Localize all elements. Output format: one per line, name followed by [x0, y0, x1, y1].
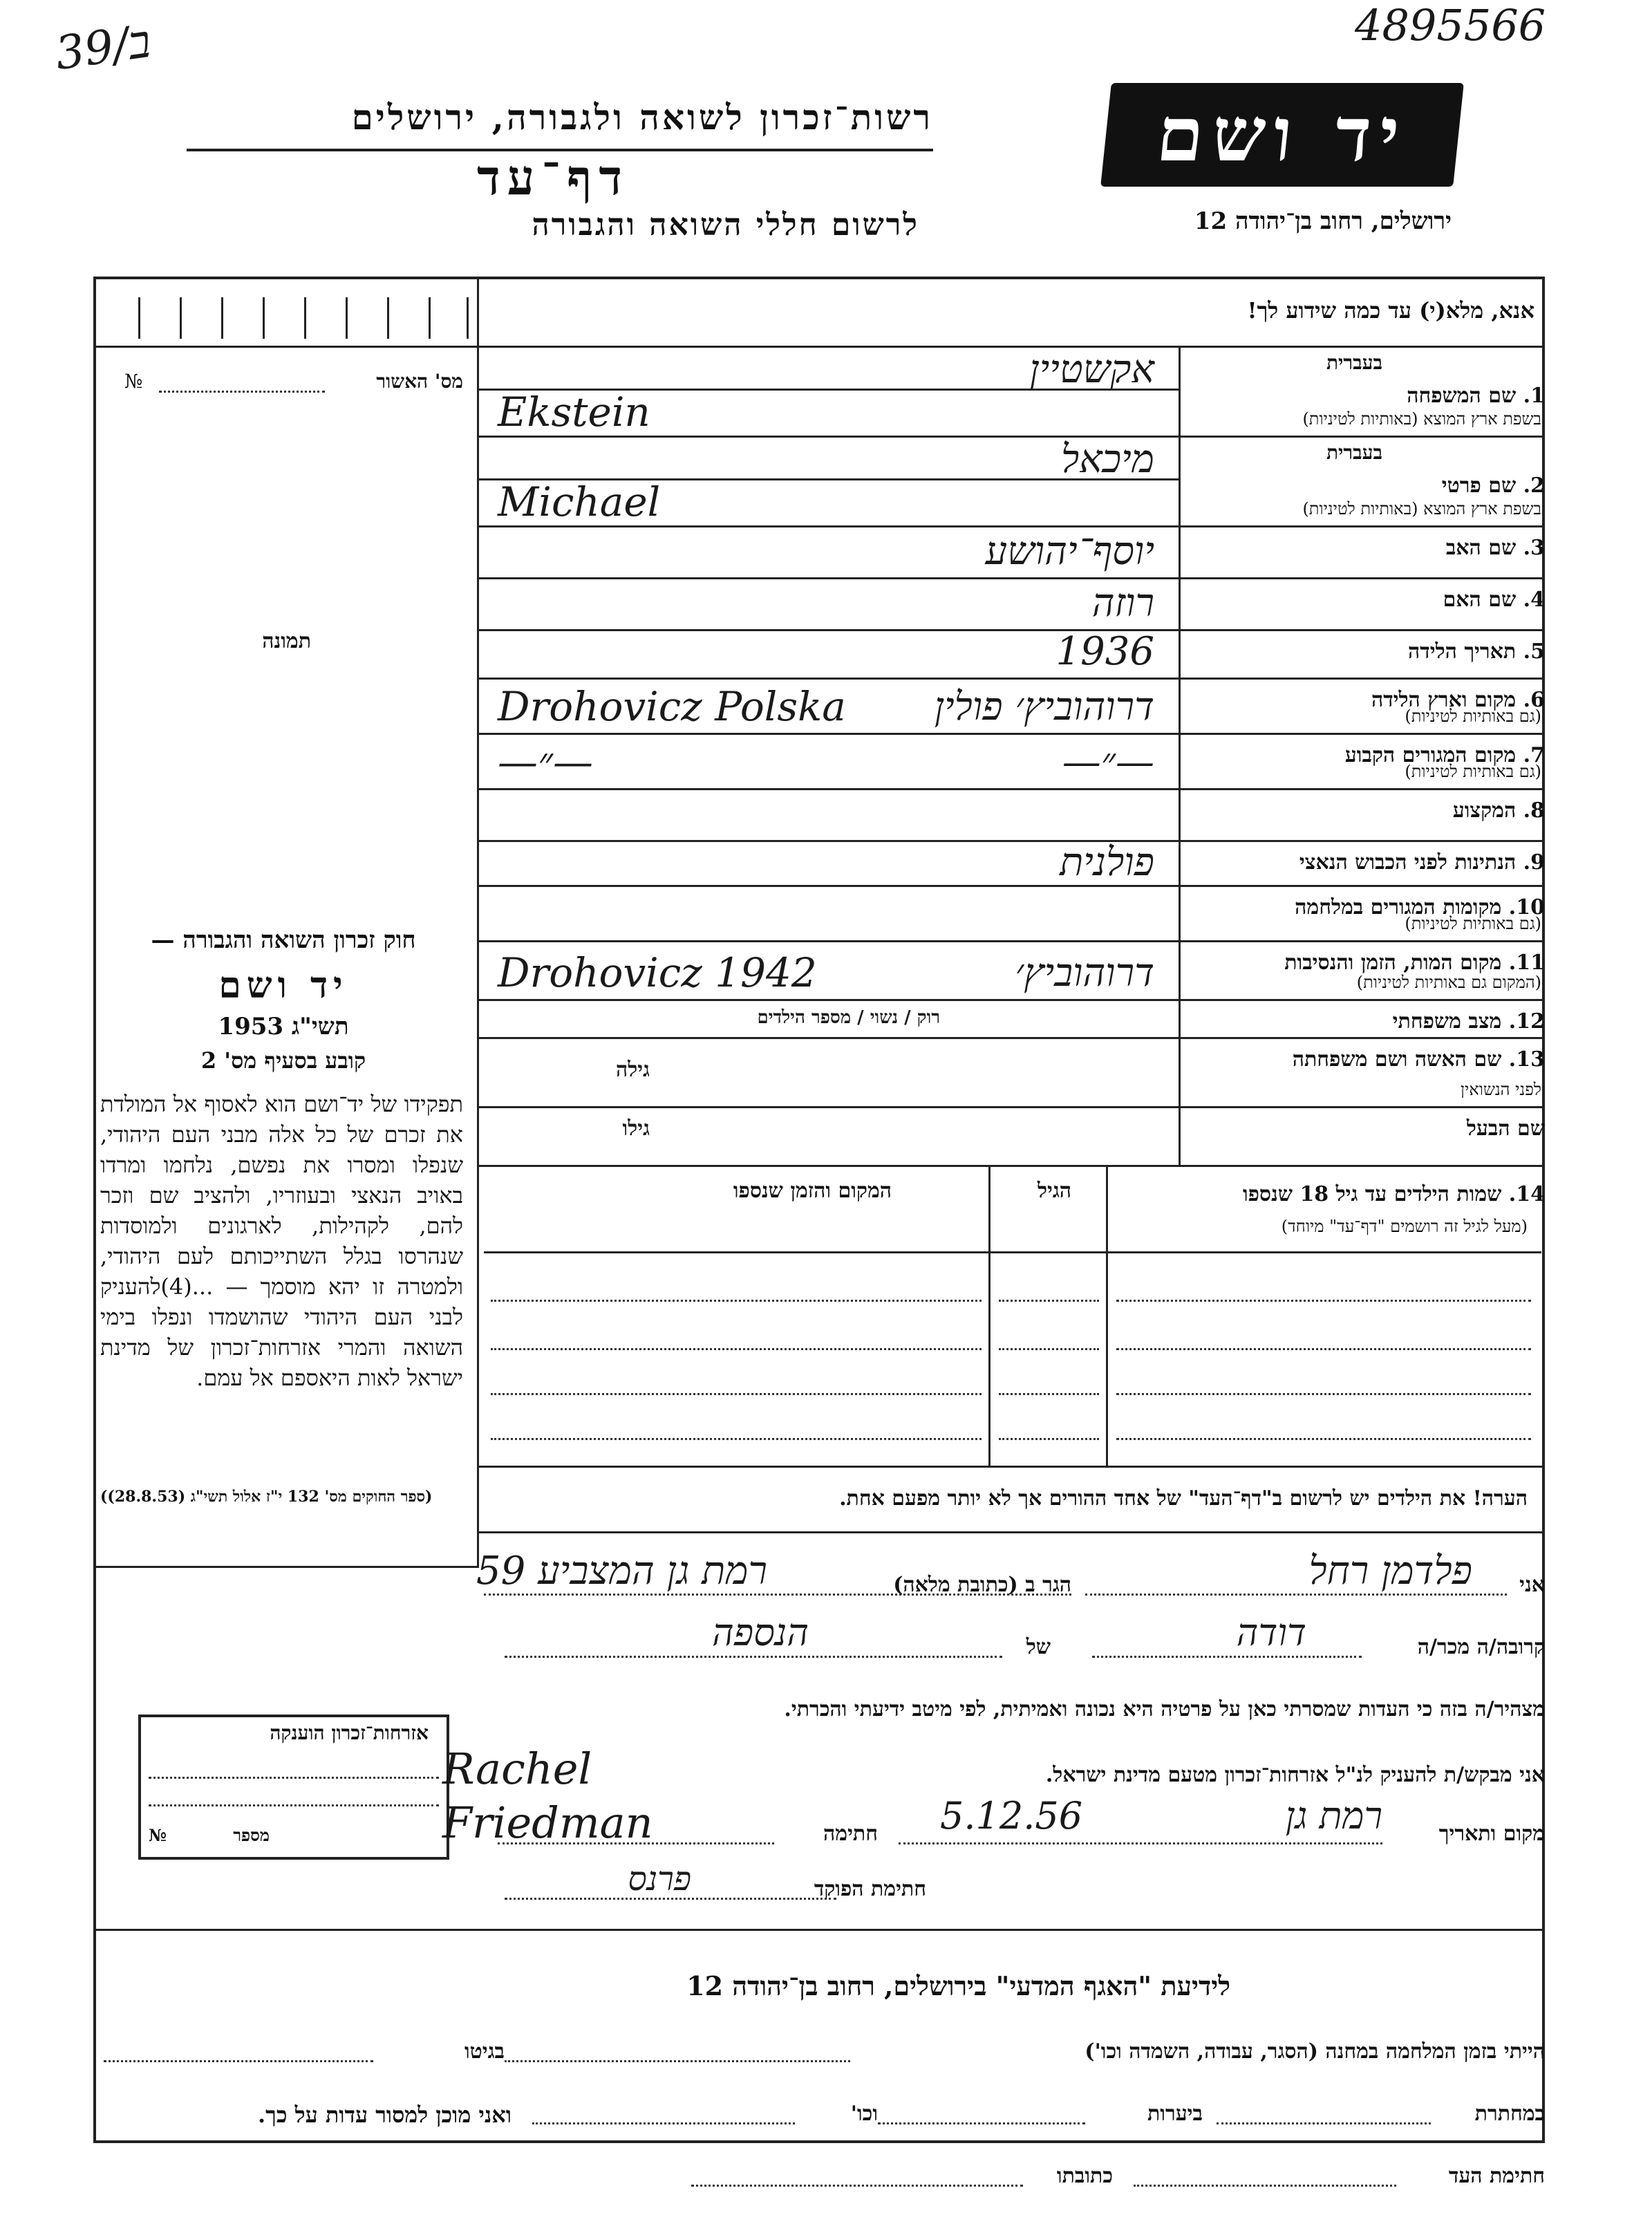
reg-ticks — [111, 297, 470, 339]
field-sub-bottom: בשפת ארץ המוצא (באותיות לטיניות) — [1302, 409, 1541, 429]
field-label — [1407, 384, 1545, 408]
field-number: 7. — [1523, 743, 1545, 767]
children-col-div1 — [988, 1165, 991, 1466]
field-title: תאריך הלידה — [1408, 639, 1517, 664]
children-col-place: המקום והזמן שנספו — [733, 1179, 892, 1203]
field-number: 10. — [1508, 895, 1545, 919]
logo-text: יד ושם — [1152, 91, 1412, 178]
field-value-hebrew: גילה — [615, 1058, 650, 1082]
children-num: 14. — [1508, 1182, 1545, 1206]
field-row-line — [477, 999, 1545, 1001]
field-value-hebrew: 1936 — [1055, 629, 1154, 674]
decl-officer-value: פרנס — [628, 1860, 691, 1898]
child-row-line — [1116, 1438, 1531, 1440]
decl-i-line — [1085, 1594, 1507, 1596]
citizenship-no-sign: № — [149, 1825, 167, 1845]
header-address: ירושלים, רחוב בן־יהודה 12 — [1194, 207, 1452, 235]
field-label — [1284, 951, 1545, 975]
field-title: המקצוע — [1452, 798, 1517, 823]
field-sub-top: בעברית — [1326, 441, 1382, 464]
law-text: תפקידו של יד־ושם הוא לאסוף אל המולדת את זכרם של כל אלה מבני העם היהודי, שנפלו ומסרו את נפשם, נלחמו ומרדו באויב הנאצי ובעוזריו, ולהציב שם וזכר להם, לקהילות, לארגונים ולמוסדות שנהרסו בגלל השתייכותם לעם היהודי, ולמטרה זו יהא מוסמך — ...(4)להעניק לבני העם היהודי שהושמדו ונפלו בימי השואה והמרי אזרחות־זכרון של מדינת ישראל לאות היאספם אל עמם. — [100, 1091, 463, 1391]
decl-of-value: הנספה — [712, 1611, 809, 1654]
children-title: שמות הילדים עד גיל 18 שנספו — [1242, 1182, 1502, 1206]
field-title: מקום המגורים הקבוע — [1344, 743, 1517, 767]
child-row-line — [999, 1393, 1099, 1395]
decl-officer-label: חתימת הפוקד — [814, 1877, 926, 1901]
footer-line3b: כתובתו — [1056, 2164, 1113, 2188]
field-label — [1453, 798, 1545, 823]
field-number: 11. — [1508, 951, 1545, 975]
decl-officer-line — [505, 1898, 836, 1900]
field-title: מצב משפחתי — [1392, 1009, 1502, 1034]
field-label — [1443, 588, 1545, 612]
decl-date-value: 5.12.56 — [940, 1794, 1083, 1838]
law-year: תשי"ג 1953 — [218, 1013, 349, 1040]
law-name: יד ושם — [218, 964, 348, 1007]
decl-place-date-label: מקום ותאריך — [1438, 1822, 1545, 1846]
reg-no-sign: № — [124, 370, 143, 393]
label-column-divider — [1179, 346, 1181, 1165]
institution-name: רשות־זכרון לשואה ולגבורה, ירושלים — [351, 97, 933, 138]
instruction-divider — [477, 346, 1545, 348]
field-row-line — [477, 525, 1545, 527]
child-row-line — [491, 1438, 982, 1440]
photo-label: תמונה — [262, 629, 311, 653]
children-label — [1243, 1182, 1545, 1206]
field-sub-bottom: לפני הנשואין — [1460, 1080, 1541, 1099]
child-row-line — [1116, 1348, 1531, 1350]
field-number: 4. — [1523, 588, 1545, 612]
form-subtitle: לרשום חללי השואה והגבורה — [532, 207, 919, 243]
field-sub-bottom: (גם באותיות לטיניות) — [1405, 914, 1541, 933]
children-sub: (מעל לגיל זה רושמים "דף־עד" מיוחד) — [1281, 1217, 1528, 1236]
note-text: הערה! את הילדים יש לרשום ב"דף־העד" של אחד ההורים אך לא יותר מפעם אחת. — [839, 1486, 1528, 1511]
field-number: 2. — [1523, 474, 1545, 498]
field-sub-bottom: (גם באותיות לטיניות) — [1405, 762, 1541, 781]
field-sub-bottom: (גם באותיות לטיניות) — [1405, 707, 1541, 726]
footer-line2-fill2 — [878, 2122, 1085, 2124]
child-row-line — [999, 1348, 1099, 1350]
corner-note-right: 4895566 — [1355, 0, 1546, 50]
field-row-line — [477, 1106, 1545, 1108]
footer-line2-fill3 — [532, 2122, 795, 2124]
field-row-line — [477, 629, 1545, 631]
corner-note-left: 39/ב — [52, 14, 154, 81]
field-title: שם פרטי — [1441, 474, 1517, 498]
field-label — [1446, 536, 1545, 560]
field-value-hebrew: פולנית — [1060, 840, 1154, 885]
field-value-hebrew: דרוהוביץ׳ פולין — [934, 684, 1154, 729]
field-value-hebrew: דרוהוביץ׳ — [1015, 951, 1154, 996]
footer-line2d: ואני מוכן למסור עדות על כך. — [257, 2102, 511, 2128]
reg-no-line — [159, 391, 325, 393]
field-title: מקום וארץ הלידה — [1371, 688, 1517, 712]
footer-line2a: במחתרת — [1474, 2102, 1545, 2126]
decl-relative-label: קרובה/ה מכר/ה — [1417, 1635, 1545, 1659]
field-title: שם האשה ושם משפחתה — [1292, 1047, 1502, 1072]
field-row-line — [477, 885, 1545, 887]
reg-no-label: מס' האשור — [376, 370, 463, 393]
sidebar-bottom — [93, 1566, 479, 1568]
footer-line1b: בגיטו — [464, 2039, 505, 2064]
field-value-hebrew: גילו — [622, 1116, 650, 1141]
field-value-latin: Drohovicz Polska — [498, 683, 846, 730]
field-title: שם האם — [1443, 588, 1517, 612]
field-number: 1. — [1523, 384, 1545, 408]
form-title: דף־עד — [476, 149, 629, 206]
note-top — [477, 1466, 1545, 1468]
decl-signature-value: Rachel Friedman — [442, 1744, 653, 1848]
footer-title: לידיעת "האגף המדעי" בירושלים, רחוב בן־יהודה 12 — [686, 1970, 1230, 2001]
decl-residing-value: רמת גן המצביע 59 — [476, 1549, 767, 1594]
decl-of-label: של — [1026, 1635, 1051, 1659]
decl-residing-line — [484, 1594, 1071, 1596]
decl-signature-label: חתימה — [823, 1822, 878, 1846]
child-row-line — [491, 1348, 982, 1350]
decl-request: אני מבקש/ת להעניק לנ"ל אזרחות־זכרון מטעם מדינת ישראל. — [1045, 1763, 1545, 1787]
child-row-line — [491, 1393, 982, 1395]
logo — [1100, 83, 1464, 187]
field-value-latin: Drohovicz 1942 — [498, 949, 817, 996]
field-value-latin: —״— — [498, 738, 594, 785]
field-value-latin: Michael — [498, 478, 661, 525]
field-row-line — [477, 840, 1545, 842]
field-row-line — [477, 788, 1545, 790]
citizenship-line2 — [149, 1804, 439, 1806]
left-column-divider — [477, 277, 479, 1566]
footer-line3-fill2 — [691, 2185, 1023, 2187]
field-label — [1467, 1116, 1545, 1141]
note-bottom — [477, 1531, 1545, 1533]
law-source: (ספר החוקים מס' 132 י"ז אלול תשי"ג (28.8.53)) — [100, 1488, 433, 1506]
law-title: חוק זכרון השואה והגבורה — — [151, 926, 416, 954]
decl-of-line — [505, 1656, 1002, 1658]
field-title: מקומות המגורים במלחמה — [1295, 895, 1502, 919]
citizenship-no-label: מספר — [233, 1825, 270, 1845]
footer-line3a: חתימת העד — [1448, 2164, 1545, 2188]
law-clause: קובע בסעיף מס' 2 — [200, 1047, 366, 1074]
field-row-line — [477, 733, 1545, 735]
field-number: 6. — [1523, 688, 1545, 712]
child-row-line — [999, 1300, 1099, 1302]
citizenship-title: אזרחות־זכרון הוענקה — [270, 1721, 429, 1744]
field-value-hebrew: יוסף־יהושע — [985, 529, 1154, 574]
decl-place-value: רמת גן — [1285, 1794, 1382, 1838]
field-number: 13. — [1508, 1047, 1545, 1072]
form-instruction: אנא, מלא(י) עד כמה שידוע לך! — [1247, 297, 1534, 324]
field-label — [1293, 1047, 1545, 1072]
footer-line2c: וכו' — [850, 2102, 878, 2126]
field-label — [1408, 639, 1545, 664]
field-value-latin: Ekstein — [498, 389, 650, 436]
field-sub-bottom: (המקום גם באותיות לטיניות) — [1356, 973, 1541, 992]
field-row-line — [477, 1037, 1545, 1039]
field-value-hebrew: אקשטיין — [1029, 347, 1154, 392]
decl-place-line — [899, 1842, 1382, 1844]
decl-relative-value: דודה — [1236, 1611, 1306, 1654]
child-row-line — [491, 1300, 982, 1302]
footer-line1-fill2 — [104, 2060, 373, 2062]
field-label — [1393, 1009, 1545, 1034]
child-row-line — [1116, 1300, 1531, 1302]
field-value-hebrew: רוזה — [1091, 581, 1154, 626]
field-row-line — [477, 436, 1545, 438]
field-value-hebrew: רוק / נשוי / מספר הילדים — [757, 1007, 940, 1028]
field-value-hebrew: מיכאל — [1060, 437, 1154, 482]
children-top — [477, 1165, 1545, 1167]
field-title: שם הבעל — [1466, 1116, 1545, 1141]
footer-top — [93, 1929, 1545, 1931]
child-row-line — [999, 1438, 1099, 1440]
children-head-line — [484, 1251, 1541, 1253]
field-number: 12. — [1508, 1009, 1545, 1034]
field-label — [1442, 474, 1545, 498]
decl-i-value: פלדמן רחל — [1308, 1549, 1472, 1594]
decl-residing-label: הגר ב (כתובת מלאה) — [893, 1573, 1071, 1597]
footer-line2b: ביערות — [1147, 2102, 1203, 2126]
field-title: שם האב — [1445, 536, 1517, 560]
field-number: 9. — [1523, 850, 1545, 875]
field-sub-top: בעברית — [1326, 351, 1382, 374]
field-row-line — [477, 577, 1545, 579]
footer-line1-fill1 — [505, 2060, 850, 2062]
field-number: 3. — [1523, 536, 1545, 560]
field-number: 8. — [1523, 798, 1545, 823]
field-sub-bottom: בשפת ארץ המוצא (באותיות לטיניות) — [1302, 499, 1541, 518]
decl-signature-line — [498, 1842, 774, 1844]
decl-i-label: אני — [1519, 1573, 1545, 1597]
footer-line3-fill1 — [1134, 2185, 1396, 2187]
field-row-line — [477, 940, 1545, 942]
decl-relative-line — [1092, 1656, 1362, 1658]
field-value-hebrew: —״— — [1062, 740, 1154, 785]
citizenship-line1 — [149, 1777, 439, 1779]
field-label — [1299, 850, 1545, 875]
decl-declare: מצהיר/ה בזה כי העדות שמסרתי כאן על פרטיה היא נכונה ואמיתית, לפי מיטב ידיעתי והכרתי. — [784, 1697, 1545, 1721]
left-top-divider — [93, 346, 477, 348]
field-title: מקום המות, הזמן והנסיבות — [1284, 951, 1502, 975]
field-row-line — [477, 678, 1545, 680]
children-col-age: הגיל — [1037, 1179, 1071, 1203]
field-title: שם המשפחה — [1407, 384, 1517, 408]
field-title: הנתינות לפני הכבוש הנאצי — [1299, 850, 1517, 875]
children-col-div2 — [1106, 1165, 1108, 1466]
footer-line1a: הייתי בזמן המלחמה במחנה (הסגר, עבודה, השמדה וכו') — [1085, 2039, 1545, 2064]
field-number: 5. — [1523, 639, 1545, 664]
footer-line2-fill1 — [1217, 2122, 1431, 2124]
child-row-line — [1116, 1393, 1531, 1395]
